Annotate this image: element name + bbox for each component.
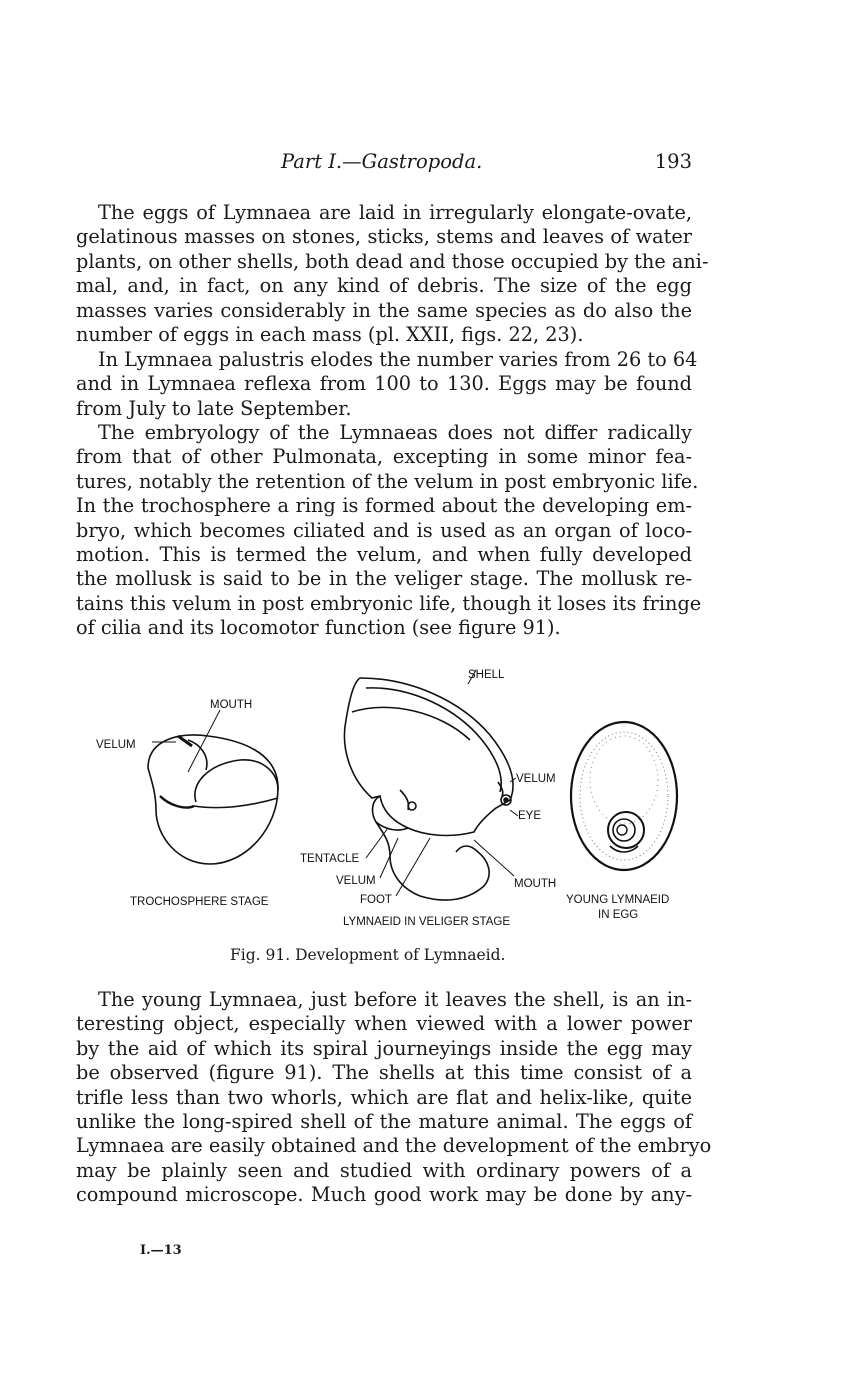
leader-line (366, 828, 388, 858)
text-line: tains this velum in post embryonic life, though it loses its fringe (76, 591, 702, 615)
label-eye: EYE (518, 810, 542, 822)
label-tentacle: TENTACLE (300, 853, 360, 865)
text-line: be observed (figure 91). The shells at this time consist of a (76, 1061, 692, 1085)
text-line: mal, and, in fact, on any kind of debris. The size of the egg (76, 274, 692, 298)
text-line: unlike the long-spired shell of the mature animal. The eggs of (76, 1109, 692, 1133)
leader-line (396, 838, 430, 896)
paragraph-eggs (76, 201, 709, 347)
text-line: In the trochosphere a ring is formed about the developing em- (76, 494, 692, 518)
running-head: Part I.—Gastropoda. (281, 150, 483, 173)
leader-line (188, 710, 220, 772)
label-velum-veliger: VELUM (516, 773, 556, 785)
label-mouth-veliger: MOUTH (514, 878, 557, 890)
figure-91 (90, 660, 700, 935)
text-line: bryo, which becomes ciliated and is used as an organ of loco- (76, 518, 692, 542)
text-line: Lymnaea are easily obtained and the development of the embryo (76, 1134, 712, 1158)
text-line: teresting object, especially when viewed with a lower power (76, 1012, 692, 1036)
page-number: 193 (654, 150, 692, 173)
text-line: motion. This is termed the velum, and when fully developed (76, 542, 692, 566)
text-line: plants, on other shells, both dead and those occupied by the ani- (76, 249, 709, 273)
text-line: The embryology of the Lymnaeas does not differ radically (98, 421, 692, 444)
leader-line (474, 840, 514, 876)
text-line: compound microscope. Much good work may be done by any- (76, 1183, 692, 1207)
label-young-lymnaeid: YOUNG LYMNAEID (566, 894, 670, 906)
text-line: trifle less than two whorls, which are flat and helix-like, quite (76, 1085, 692, 1109)
veliger-drawing (344, 678, 513, 900)
label-velum-mid: VELUM (336, 875, 376, 887)
text-line: The eggs of Lymnaea are laid in irregularly elongate-ovate, (98, 201, 692, 224)
text-line: In Lymnaea palustris elodes the number varies from 26 to 64 (98, 348, 698, 371)
text-line: number of eggs in each mass (pl. XXII, figs. 22, 23). (76, 322, 584, 346)
paragraph-egg-counts (76, 348, 698, 421)
text-line: from July to late September. (76, 396, 352, 420)
text-line: The young Lymnaea, just before it leaves the shell, is an in- (98, 988, 692, 1011)
paragraph-embryology (76, 421, 702, 641)
label-foot: FOOT (360, 894, 392, 906)
leader-line (510, 810, 518, 816)
text-line: from that of other Pulmonata, excepting in some minor fea- (76, 445, 692, 469)
paragraph-young-lymnaea (76, 988, 712, 1208)
label-in-egg: IN EGG (598, 909, 639, 921)
signature-mark: I.—13 (140, 1243, 182, 1258)
text-line: and in Lymnaea reflexa from 100 to 130. Eggs may be found (76, 372, 692, 396)
label-velum-trochosphere: VELUM (96, 739, 136, 751)
text-line: may be plainly seen and studied with ordinary powers of a (76, 1158, 692, 1182)
label-veliger-stage: LYMNAEID IN VELIGER STAGE (343, 916, 511, 928)
text-line: by the aid of which its spiral journeyings inside the egg may (76, 1036, 692, 1060)
text-line: the mollusk is said to be in the veliger stage. The mollusk re- (76, 567, 692, 591)
text-line: of cilia and its locomotor function (see figure 91). (76, 616, 561, 640)
page-header (76, 150, 692, 180)
label-shell: SHELL (468, 669, 505, 681)
label-trochosphere-stage: TROCHOSPHERE STAGE (130, 896, 269, 908)
text-line: tures, notably the retention of the velum in post embryonic life. (76, 469, 699, 493)
egg-drawing (571, 722, 677, 870)
trochosphere-drawing (148, 735, 278, 864)
figure-caption: Fig. 91. Development of Lymnaeid. (230, 946, 506, 964)
text-line: gelatinous masses on stones, sticks, stems and leaves of water (76, 225, 692, 249)
figure-illustration (90, 660, 700, 935)
text-line: masses varies considerably in the same species as do also the (76, 298, 692, 322)
label-mouth-trochosphere: MOUTH (210, 699, 253, 711)
